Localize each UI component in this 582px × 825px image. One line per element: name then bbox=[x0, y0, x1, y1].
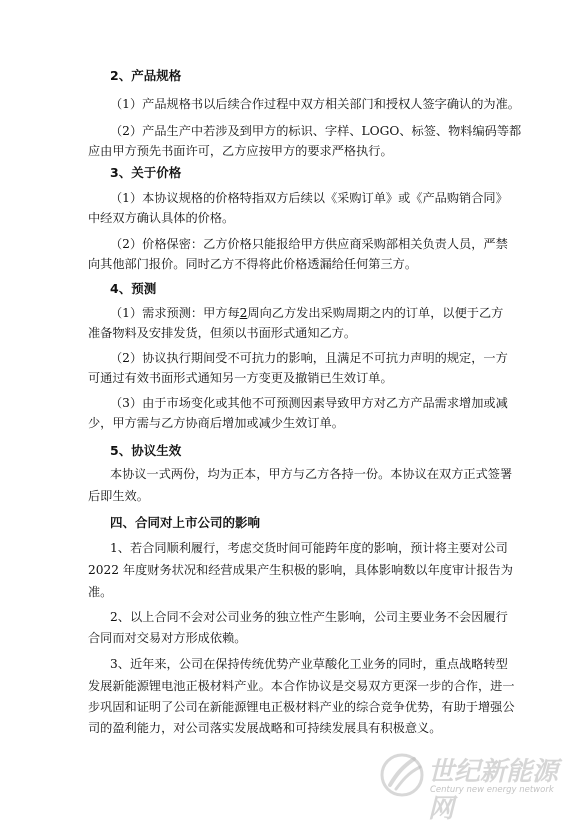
watermark-subtitle: Century new energy network bbox=[430, 785, 554, 795]
paragraph-line: 2、以上合同不会对公司业务的独立性产生影响，公司主要业务不会因履行 bbox=[110, 610, 508, 624]
forecast-text-start: （1）需求预测：甲方每 bbox=[110, 306, 240, 320]
section-heading-impact: 四、合同对上市公司的影响 bbox=[110, 515, 261, 530]
paragraph-line: 合同而对交易对方形成依赖。 bbox=[88, 631, 247, 645]
paragraph-line: （2）协议执行期间受不可抗力的影响，且满足不可抗力声明的规定，一方 bbox=[110, 351, 508, 365]
watermark bbox=[368, 745, 568, 824]
watermark-title: 世纪新能源网 bbox=[428, 757, 559, 824]
paragraph-line bbox=[110, 305, 503, 321]
section-heading-forecast: 4、预测 bbox=[110, 281, 157, 296]
paragraph-line: 可通过有效书面形式通知另一方变更及撤销已生效订单。 bbox=[88, 371, 393, 385]
paragraph-line: 准。 bbox=[88, 585, 113, 599]
paragraph-line: 中经双方确认具体的价格。 bbox=[88, 211, 235, 225]
paragraph-line: （2）价格保密：乙方价格只能报给甲方供应商采购部相关负责人员，严禁 bbox=[110, 237, 508, 251]
watermark-logo-icon bbox=[376, 747, 428, 799]
paragraph-line: 本协议一式两份，均为正本，甲方与乙方各持一份。本协议在双方正式签署 bbox=[110, 467, 513, 481]
paragraph-line: （2）产品生产中若涉及到甲方的标识、字样、LOGO、标签、物料编码等都 bbox=[110, 124, 522, 138]
forecast-text-end: 周向乙方发出采购周期之内的订单，以便于乙方 bbox=[247, 306, 504, 320]
paragraph-line: 3、近年来，公司在保持传统优势产业草酸化工业务的同时，重点战略转型 bbox=[110, 657, 508, 671]
paragraph-line: 步巩固和证明了公司在新能源锂电正极材料产业的综合竞争优势，有助于增强公 bbox=[88, 700, 515, 714]
paragraph-line: 少，甲方需与乙方协商后增加或减少生效订单。 bbox=[88, 416, 344, 430]
paragraph-line: （1）产品规格书以后续合作过程中双方相关部门和授权人签字确认的为准。 bbox=[110, 97, 520, 111]
paragraph-line: 发展新能源锂电池正极材料产业。本合作协议是交易双方更深一步的合作，进一 bbox=[88, 679, 515, 693]
paragraph-line: 向其他部门报价。同时乙方不得将此价格透漏给任何第三方。 bbox=[88, 257, 418, 271]
paragraph-line: （3）由于市场变化或其他不可预测因素导致甲方对乙方产品需求增加或减 bbox=[110, 396, 508, 410]
paragraph-line: 准备物料及安排发货，但须以书面形式通知乙方。 bbox=[88, 326, 357, 340]
paragraph-line: 应由甲方预先书面许可，乙方应按甲方的要求严格执行。 bbox=[88, 144, 393, 158]
paragraph-line: 后即生效。 bbox=[88, 489, 149, 503]
paragraph-line: 司的盈利能力，对公司落实发展战略和可持续发展具有积极意义。 bbox=[88, 721, 442, 735]
section-heading-product-spec: 2、产品规格 bbox=[110, 68, 182, 83]
paragraph-line: 2022 年度财务状况和经营成果产生积极的影响，具体影响数以年度审计报告为 bbox=[88, 563, 513, 577]
paragraph-line: 1、若合同顺利履行，考虑交货时间可能跨年度的影响，预计将主要对公司 bbox=[110, 541, 508, 555]
section-heading-effective: 5、协议生效 bbox=[110, 443, 182, 458]
section-heading-price: 3、关于价格 bbox=[110, 165, 182, 180]
paragraph-line: （1）本协议规格的价格特指双方后续以《采购订单》或《产品购销合同》 bbox=[110, 191, 508, 205]
forecast-weeks-value: 2 bbox=[239, 306, 248, 320]
